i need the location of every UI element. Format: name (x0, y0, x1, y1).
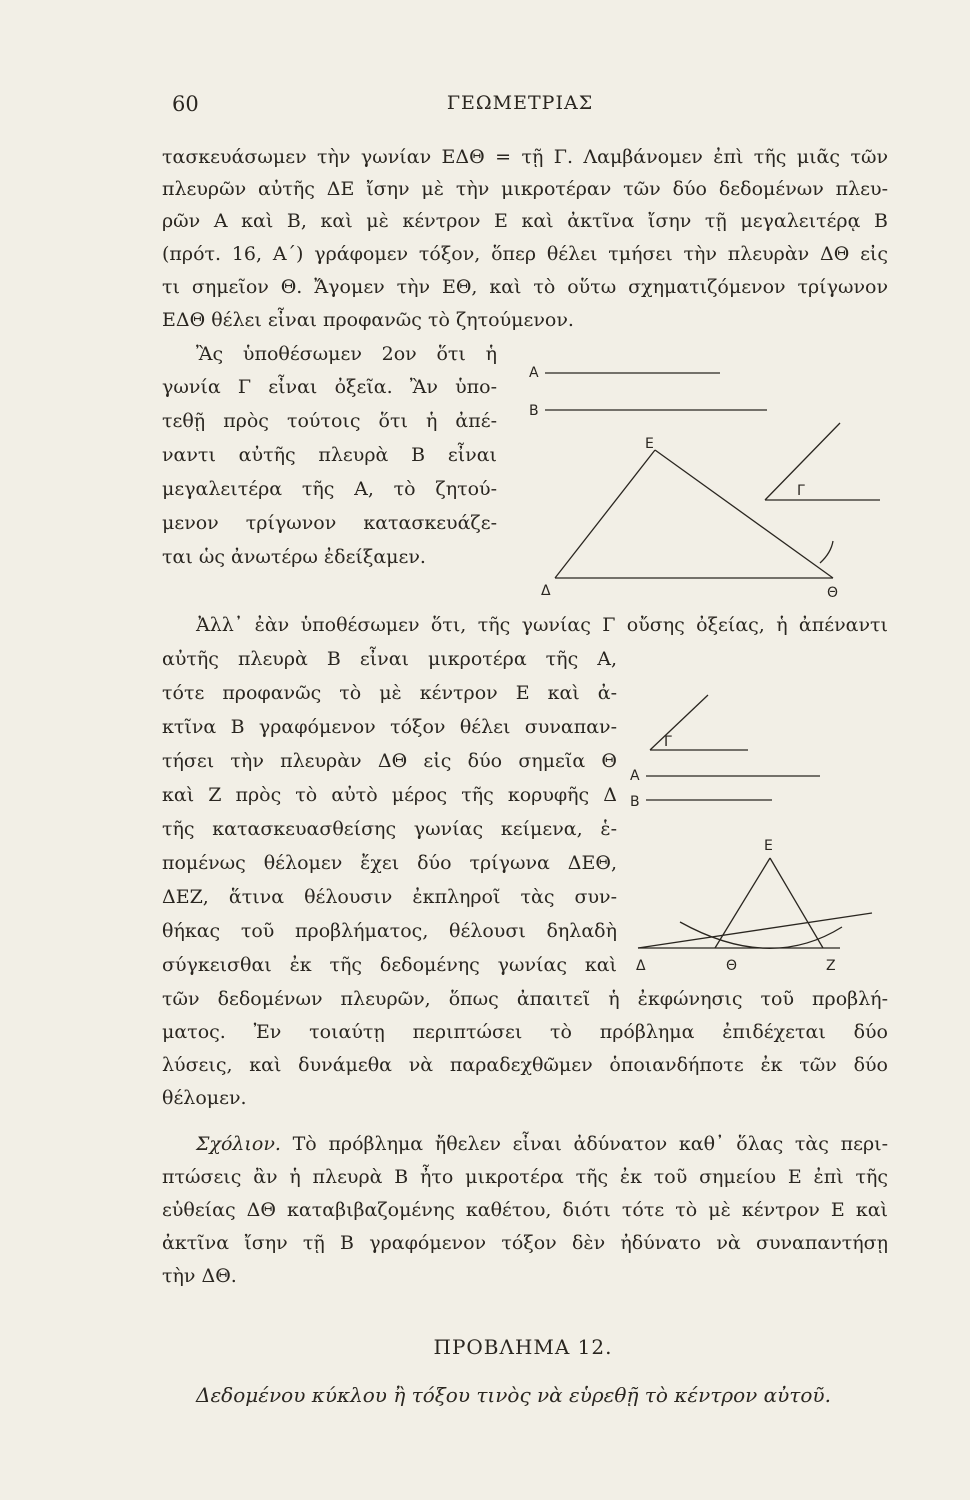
fig1-side-de (555, 450, 655, 578)
scholion-text: Τὸ πρόβλημα ἤθελεν εἶναι ἀδύνατον καθ᾽ ὅλας τὰς περι- (292, 1133, 888, 1155)
fig1-label-a: Α (529, 365, 539, 381)
fig2-side-eth (715, 858, 770, 948)
fig2-label-th: Θ (726, 958, 738, 974)
text-line: τασκευάσωμεν τὴν γωνίαν ΕΔΘ = τῇ Γ. Λαμβάνομεν ἐπὶ τῆς μιᾶς τῶν (162, 146, 888, 168)
fig1-side-eth (655, 450, 833, 578)
fig2-label-g: Γ (664, 734, 672, 750)
figure-2 (630, 680, 890, 980)
text-line: λύσεις, καὶ δυνάμεθα νὰ παραδεχθῶμεν ὁποιανδήποτε ἐκ τῶν δύο (162, 1054, 888, 1076)
fig1-label-th: Θ (827, 585, 839, 601)
fig1-label-b: Β (529, 403, 539, 419)
fig2-angle-arm (650, 695, 708, 750)
text-line: ΔΕΖ, ἅτινα θέλουσιν ἐκπληροῖ τὰς συν- (162, 886, 617, 908)
text-line: ναντι αὐτῆς πλευρὰ Β εἶναι (162, 444, 497, 466)
text-line: πλευρῶν αὐτῆς ΔΕ ἴσην μὲ τὴν μικροτέραν τῶν δύο δεδομένων πλευ- (162, 178, 888, 200)
fig1-label-g: Γ (797, 483, 805, 499)
fig1-label-d: Δ (541, 583, 551, 599)
figure-1 (515, 355, 900, 605)
text-line: πομένως θέλομεν ἔχει δύο τρίγωνα ΔΕΘ, (162, 852, 617, 874)
text-line: αὐτῆς πλευρὰ Β εἶναι μικροτέρα τῆς Α, (162, 648, 617, 670)
text-line: τὴν ΔΘ. (162, 1265, 237, 1287)
text-line: κτῖνα Β γραφόμενον τόξον θέλει συναπαν- (162, 716, 617, 738)
text-line: τῆς κατασκευασθείσης γωνίας κείμενα, ἑ- (162, 818, 617, 840)
text-line: τήσει τὴν πλευρὰν ΔΘ εἰς δύο σημεῖα Θ (162, 750, 617, 772)
problem-statement: Δεδομένου κύκλου ἢ τόξου τινὸς νὰ εὑρεθῇ τὸ κέντρον αὐτοῦ. (196, 1383, 831, 1407)
text-line: γωνία Γ εἶναι ὀξεῖα. Ἂν ὑπο- (162, 376, 497, 398)
fig2-label-d: Δ (636, 958, 646, 974)
text-line: ματος. Ἐν τοιαύτῃ περιπτώσει τὸ πρόβλημα ἐπιδέχεται δύο (162, 1021, 888, 1043)
text-line: Ἀλλ᾽ ἐὰν ὑποθέσωμεν ὅτι, τῆς γωνίας Γ οὔσης ὀξείας, ἡ ἀπέναντι (196, 614, 888, 636)
fig2-label-a: Α (630, 768, 640, 784)
fig1-arc (820, 541, 833, 563)
scholion-label: Σχόλιον. (196, 1133, 281, 1155)
text-line: Ἂς ὑποθέσωμεν 2ον ὅτι ἡ (196, 343, 497, 365)
text-line: σύγκεισθαι ἐκ τῆς δεδομένης γωνίας καὶ (162, 954, 617, 976)
text-line: τεθῇ πρὸς τούτοις ὅτι ἡ ἀπέ- (162, 410, 497, 432)
fig2-label-b: Β (630, 794, 640, 810)
text-line: θέλομεν. (162, 1087, 247, 1109)
text-line: ρῶν Α καὶ Β, καὶ μὲ κέντρον Ε καὶ ἀκτῖνα ἴσην τῇ μεγαλειτέρᾳ Β (162, 210, 888, 232)
fig2-label-z: Ζ (826, 958, 836, 974)
page-number: 60 (172, 92, 199, 116)
fig1-label-e: Ε (645, 436, 654, 452)
running-title: ΓΕΩΜΕΤΡΙΑΣ (446, 92, 594, 114)
text-line: ἀκτῖνα ἴσην τῇ Β γραφόμενον τόξον δὲν ἠδύνατο νὰ συναπαντήσῃ (162, 1232, 888, 1254)
text-line: εὐθείας ΔΘ καταβιβαζομένης καθέτου, διότι τότε τὸ μὲ κέντρον Ε καὶ (162, 1199, 888, 1221)
fig2-arc (680, 922, 842, 948)
fig2-side-ez (770, 858, 823, 948)
fig2-label-e: Ε (764, 838, 773, 854)
text-line: μενον τρίγωνον κατασκευάζε- (162, 512, 497, 534)
text-line: τῶν δεδομένων πλευρῶν, ὅπως ἀπαιτεῖ ἡ ἐκφώνησις τοῦ προβλή- (162, 988, 888, 1010)
text-line: θήκας τοῦ προβλήματος, θέλουσι δηλαδὴ (162, 920, 617, 942)
text-line: καὶ Ζ πρὸς τὸ αὐτὸ μέρος τῆς κορυφῆς Δ (162, 784, 617, 806)
page-header (160, 92, 880, 122)
text-line: (πρότ. 16, Α΄) γράφομεν τόξον, ὅπερ θέλει τμήσει τὴν πλευρὰν ΔΘ εἰς (162, 243, 888, 265)
problem-heading: ΠΡΟΒΛΗΜΑ 12. (433, 1335, 613, 1359)
scholion-first-line (196, 1133, 888, 1155)
text-line: ται ὡς ἀνωτέρω ἐδείξαμεν. (162, 546, 426, 568)
text-line: τότε προφανῶς τὸ μὲ κέντρον Ε καὶ ἀ- (162, 682, 617, 704)
text-line: μεγαλειτέρα τῆς Α, τὸ ζητού- (162, 478, 497, 500)
text-line: πτώσεις ἂν ἡ πλευρὰ Β ἦτο μικροτέρα τῆς ἐκ τοῦ σημείου Ε ἐπὶ τῆς (162, 1166, 888, 1188)
text-line: ΕΔΘ θέλει εἶναι προφανῶς τὸ ζητούμενον. (162, 309, 574, 331)
text-line: τι σημεῖον Θ. Ἄγομεν τὴν ΕΘ, καὶ τὸ οὕτω σχηματιζόμενον τρίγωνον (162, 276, 888, 298)
